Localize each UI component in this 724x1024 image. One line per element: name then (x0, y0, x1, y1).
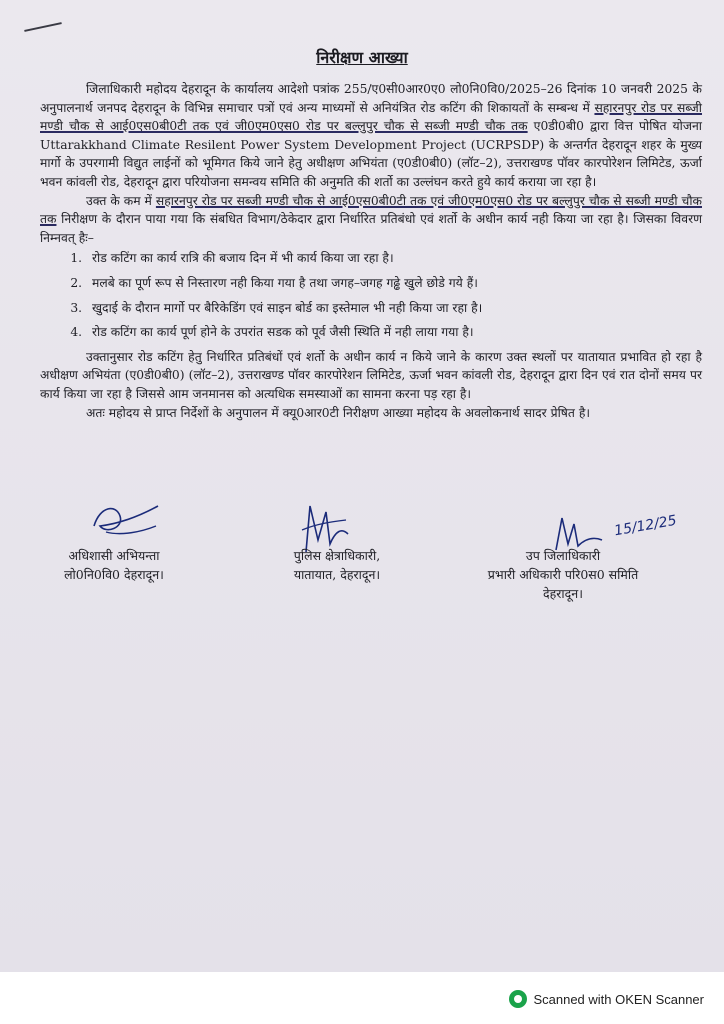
handwritten-date: 15/12/25 (613, 512, 678, 540)
list-item: 1. रोड कटिंग का कार्य रात्रि की बजाय दिन में भी कार्य किया जा रहा है। (86, 249, 702, 268)
signature-executive-engineer: अधिशासी अभियन्ता लो0नि0वि0 देहरादून। (64, 548, 164, 582)
underlined-road-section: सहारनपुर रोड पर सब्जी मण्डी चौक से आई0एस0बी0टी तक एवं जी0एम0एस0 रोड पर बल्लुपुर चौक से सब्जी मण्डी चौक तक (40, 100, 702, 134)
paragraph-3: उक्तानुसार रोड कटिंग हेतु निर्धारित प्रतिबंधों एवं शर्तो के अधीन कार्य न किये जाने के कारण उक्त स्थलों पर यातायात प्रभावित हो रहा है अधीक्षण अभियंता (ए0डी0बी0) (लॉट–2), उत्तराखण्ड पॉवर कारपोरेशन लिमिटेड, ऊर्जा भवन कांवली रोड, देहरादून द्वारा दिन एवं रात दोनों समय पर कार्य किया जा रहा है जिससे आम जनमानस को अत्यधिक समस्याओं का सामना करना पड़ रहा है। (40, 349, 702, 401)
page-title: निरीक्षण आख्या (316, 48, 408, 67)
document-body (40, 80, 702, 422)
scanner-text: Scanned with OKEN Scanner (533, 991, 704, 1007)
pen-stroke-mark (24, 22, 62, 32)
scanner-footer (0, 972, 724, 1024)
underlined-road-section: सहारनपुर रोड पर सब्जी मण्डी चौक से आई0एस0बी0टी तक एवं जी0एम0एस0 रोड पर बल्लुपुर चौक से सब्जी मण्डी चौक तक (40, 193, 702, 227)
paragraph-2: उक्त के कम में सहारनपुर रोड पर सब्जी मण्डी चौक से आई0एस0बी0टी तक एवं जी0एम0एस0 रोड पर बल्लुपुर चौक से सब्जी मण्डी चौक तक निरीक्षण के दौरान पाया गया कि संबधित विभाग/ठेकेदार द्वारा निर्धारित प्रतिबंधो एवं शर्तो के अधीन कार्य नही किया जा रहा है। जिसका विवरण निम्नवत् हैः– (40, 193, 702, 245)
violation-list (40, 249, 702, 341)
paragraph-4: अतः महोदय से प्राप्त निर्देशों के अनुपालन में क्यू0आर0टी निरीक्षण आख्या महोदय के अवलोकनार्थ सादर प्रेषित है। (86, 405, 591, 420)
list-item: 2. मलबे का पूर्ण रूप से निस्तारण नही किया गया है तथा जगह–जगह गढ्ढे खुले छोडे गये हैं। (86, 274, 702, 293)
scanner-watermark (509, 990, 704, 1008)
list-item: 4. रोड कटिंग का कार्य पूर्ण होने के उपरांत सडक को पूर्व जैसी स्थिति में नही लाया गया है। (86, 323, 702, 342)
paragraph-1: जिलाधिकारी महोदय देहरादून के कार्यालय आदेशो पत्रांक 255/ए0सी0आर0ए0 लो0नि0वि0/2025–26 दिनांक 10 जनवरी 2025 के अनुपालनार्थ जनपद देहरादून के विभिन्न समाचार पत्रों एवं अन्य माध्यमों से अनियंत्रित रोड कटिंग की शिकायतों के सम्बन्ध में सहारनपुर रोड पर सब्जी मण्डी चौक से आई0एस0बी0टी तक एवं जी0एम0एस0 रोड पर बल्लुपुर चौक से सब्जी मण्डी चौक तक ए0डी0बी0 द्वारा वित्त पोषित योजना Uttarakkhand Climate Resilent Power System Development Project (UCRPSDP) के अन्तर्गत देहरादून शहर के मुख्य मार्गो के उपरगामी विद्युत लाईनों को भूमिगत किये जाने हेतु अधीक्षण अभियंता (ए0डी0बी0) (लॉट–2), उत्तराखण्ड पॉवर कारपोरेशन लिमिटेड, ऊर्जा भवन कांवली रोड, देहरादून द्वारा परियोजना समन्वय समिति की अनुमति की शर्तो का उल्लंघन करते हुये कार्य कराया जा रहा है। (40, 82, 702, 189)
signature-police-officer: पुलिस क्षेत्राधिकारी, यातायात, देहरादून। (293, 548, 381, 582)
scanner-logo-icon (509, 990, 527, 1008)
signature-sub-district-magistrate: उप जिलाधिकारी प्रभारी अधिकारी परि0स0 समिति देहरादून। (487, 548, 639, 601)
list-item: 3. खुदाई के दौरान मार्गो पर बैरिकेडिंग एवं साइन बोर्ड का इस्तेमाल भी नही किया जा रहा है। (86, 299, 702, 318)
signature-initial-scribble (86, 496, 166, 542)
